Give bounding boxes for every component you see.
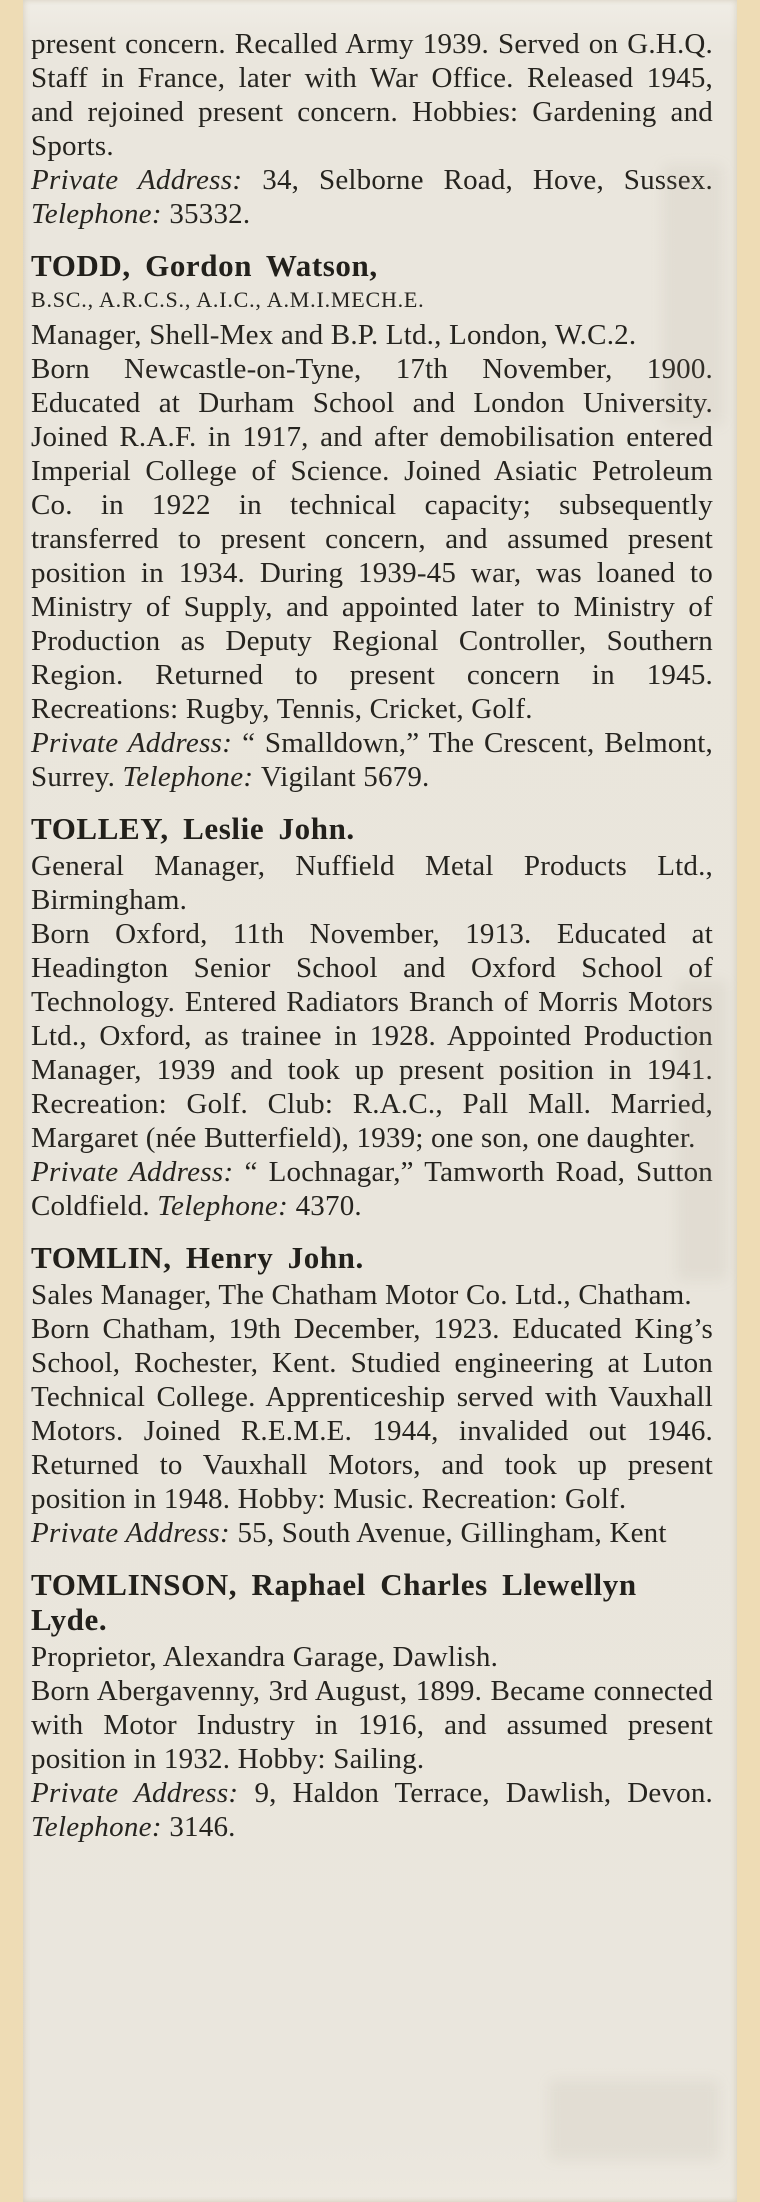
entry-name-heading: TOMLINSON, Raphael Charles Llewellyn Lyde. bbox=[31, 1567, 637, 1637]
italic-label-run: Telephone: bbox=[122, 761, 261, 793]
italic-label-run: Private Address: bbox=[31, 727, 243, 759]
text-run: “ Lochnagar,” Tamworth Road, Sutton Coldfield. bbox=[31, 1156, 713, 1222]
italic-label-run: Telephone: bbox=[31, 1811, 170, 1843]
entry-paragraph bbox=[31, 1278, 713, 1312]
directory-text-column bbox=[23, 0, 737, 1844]
show-through-smudge bbox=[549, 2080, 719, 2160]
italic-label-run: Telephone: bbox=[157, 1190, 296, 1222]
text-run: Born Abergavenny, 3rd August, 1899. Became connected with Motor Industry in 1916, and assumed present position in 1932. Hobby: Sailing. bbox=[31, 1675, 713, 1775]
entry-paragraph bbox=[31, 27, 713, 163]
directory-entry-tomlin-henry-john bbox=[31, 1240, 713, 1550]
directory-entry-tomlinson-raphael-charles-llewellyn-lyde bbox=[31, 1567, 713, 1844]
text-run: 55, South Avenue, Gillingham, Kent bbox=[237, 1517, 667, 1549]
text-run: 35332. bbox=[169, 198, 251, 230]
entry-paragraph bbox=[31, 726, 713, 794]
text-run: Born Chatham, 19th December, 1923. Educated King’s School, Rochester, Kent. Studied engineering at Luton Technical College. Apprenticeship served with Vauxhall Motors. Joined R.E.M.E. 1944, invalided out 1946. Returned to Vauxhall Motors, and took up present position in 1948. Hobby: Music. Recreation: Golf. bbox=[31, 1313, 713, 1515]
entry-name-heading: TODD, Gordon Watson, bbox=[31, 248, 378, 283]
entry-paragraph bbox=[31, 318, 713, 352]
entry-name-heading: TOMLIN, Henry John. bbox=[31, 1240, 364, 1275]
italic-label-run: Private Address: bbox=[31, 1156, 245, 1188]
entry-paragraph bbox=[31, 1312, 713, 1516]
text-run: Sales Manager, The Chatham Motor Co. Ltd., Chatham. bbox=[31, 1279, 692, 1311]
text-run: Vigilant 5679. bbox=[260, 761, 430, 793]
entry-paragraph bbox=[31, 163, 713, 231]
entry-paragraph bbox=[31, 1776, 713, 1844]
directory-entry-tolley-leslie-john bbox=[31, 811, 713, 1223]
entry-paragraph bbox=[31, 1516, 713, 1550]
text-run: “ Smalldown,” The Crescent, Belmont, Surrey. bbox=[31, 727, 713, 793]
text-run: 4370. bbox=[295, 1190, 362, 1222]
entry-paragraph bbox=[31, 917, 713, 1155]
text-run: 9, Haldon Terrace, Dawlish, Devon. bbox=[254, 1777, 713, 1809]
text-run: Born Oxford, 11th November, 1913. Educated at Headington Senior School and Oxford School of Technology. Entered Radiators Branch of Morris Motors Ltd., Oxford, as trainee in 1928. Appointed Production Manager, 1939 and took up present position in 1941. Recreation: Golf. Club: R.A.C., Pall Mall. Married, Margaret (née Butterfield), 1939; one son, one daughter. bbox=[31, 918, 713, 1154]
entry-paragraph bbox=[31, 849, 713, 917]
entry-paragraph bbox=[31, 1640, 713, 1674]
text-run: General Manager, Nuffield Metal Products Ltd., Birmingham. bbox=[31, 850, 713, 916]
text-run: Manager, Shell-Mex and B.P. Ltd., London, W.C.2. bbox=[31, 319, 637, 351]
italic-label-run: Private Address: bbox=[31, 164, 263, 196]
text-run: Proprietor, Alexandra Garage, Dawlish. bbox=[31, 1641, 499, 1673]
entry-paragraph bbox=[31, 352, 713, 726]
italic-label-run: Private Address: bbox=[31, 1777, 255, 1809]
directory-entry-continuation-previous-entry bbox=[31, 27, 713, 231]
italic-label-run: Telephone: bbox=[31, 198, 170, 230]
directory-entry-todd-gordon-watson bbox=[31, 248, 713, 794]
italic-label-run: Private Address: bbox=[31, 1517, 238, 1549]
text-run: 3146. bbox=[169, 1811, 236, 1843]
entry-name-heading: TOLLEY, Leslie John. bbox=[31, 811, 355, 846]
entry-qualifications: B.SC., A.R.C.S., A.I.C., A.M.I.MECH.E. bbox=[31, 287, 425, 312]
text-run: Born Newcastle-on-Tyne, 17th November, 1900. Educated at Durham School and London University. Joined R.A.F. in 1917, and after demobilisation entered Imperial College of Science. Joined Asiatic Petroleum Co. in 1922 in technical capacity; subsequently transferred to present concern, and assumed present position in 1934. During 1939-45 war, was loaned to Ministry of Supply, and appointed later to Ministry of Production as Deputy Regional Controller, Southern Region. Returned to present concern in 1945. Recreations: Rugby, Tennis, Cricket, Golf. bbox=[31, 353, 713, 725]
text-run: 34, Selborne Road, Hove, Sussex. bbox=[262, 164, 713, 196]
text-run: present concern. Recalled Army 1939. Served on G.H.Q. Staff in France, later with War Office. Released 1945, and rejoined present concern. Hobbies: Gardening and Sports. bbox=[31, 28, 713, 162]
entry-paragraph bbox=[31, 1155, 713, 1223]
document-page bbox=[23, 0, 737, 2202]
entry-paragraph bbox=[31, 1674, 713, 1776]
